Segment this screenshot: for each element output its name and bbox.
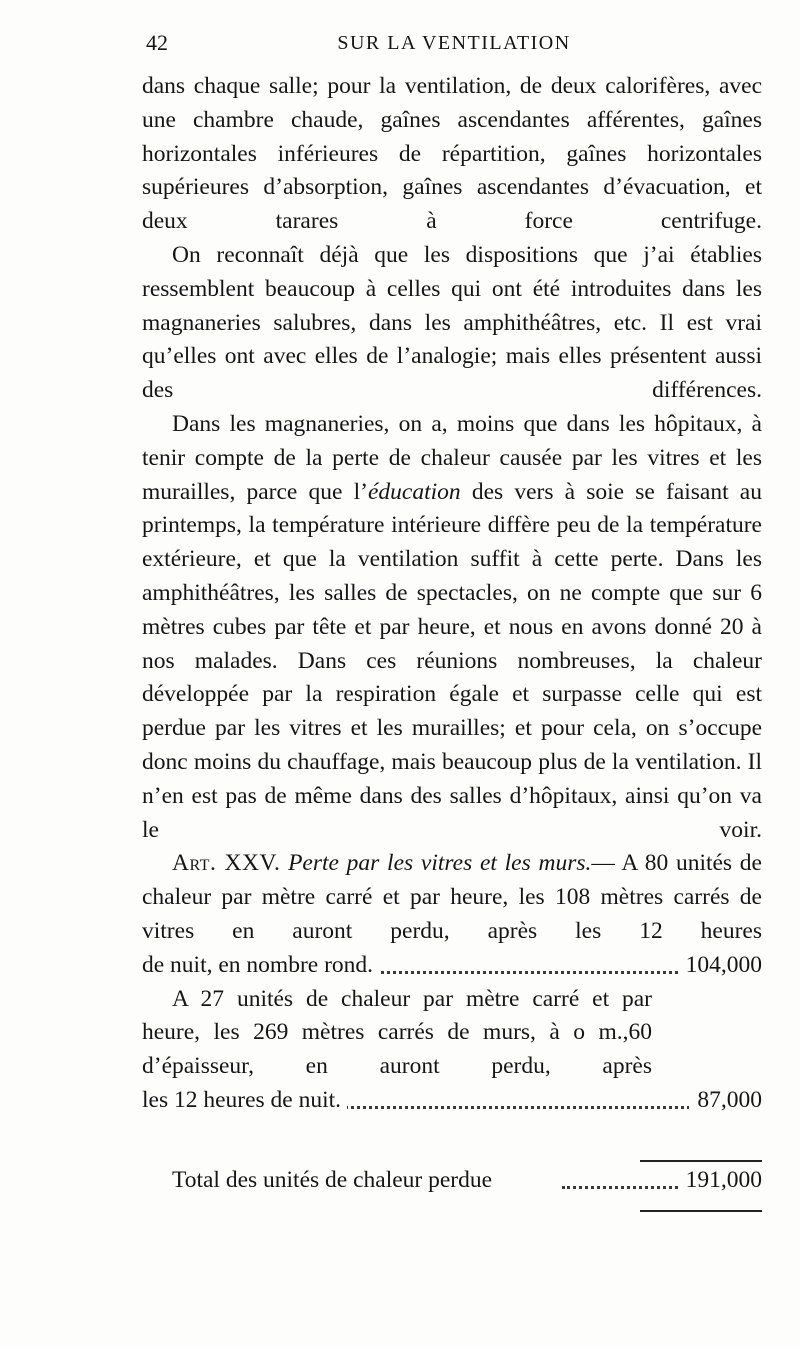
total-line xyxy=(142,1164,762,1198)
total-label: Total des unités de chaleur perdue xyxy=(172,1164,498,1198)
entry-2-value: 87,000 xyxy=(689,1084,762,1118)
paragraph-3-part-b: des vers à soie se faisant au printemps, la température intérieure diffère peu de la température extérieure, et que la ventilation suffit à cette perte. Dans les amphithéâtres, les salles de spectacles, on ne compte que sur 6 mètres cubes par tête et par heure, et nous en avons donné 20 à nos malades. Dans ces réunions nombreuses, la chaleur développée par la respiration égale et surpasse celle qui est perdue par les vitres et les murailles; et pour cela, on s’occupe donc moins du chauffage, mais beaucoup plus de la ventilation. Il n’en est pas de même dans des salles d’hôpitaux, ainsi qu’on va le voir. xyxy=(142,478,762,843)
article-dash: — xyxy=(591,850,622,877)
paragraph-3 xyxy=(142,408,762,847)
entry-2-text: A 27 unités de chaleur par mètre carré et par heure, les 269 mètres carrés de murs, à o m.,60 d’épaisseur, en auront perdu, après xyxy=(142,985,652,1080)
sum-rule xyxy=(640,1160,762,1162)
entry-2-total-line xyxy=(142,1084,762,1118)
paragraph-3-italic: éducation xyxy=(367,478,461,505)
entry-1-last-line: de nuit, en nombre rond. xyxy=(142,949,379,983)
page-number: 42 xyxy=(146,30,168,55)
page-header xyxy=(146,30,762,66)
entry-2 xyxy=(142,983,762,1118)
running-title: SUR LA VENTILATION xyxy=(337,32,571,54)
article-title: Perte par les vitres et les murs. xyxy=(288,850,592,877)
entry-1-total-line xyxy=(142,949,762,983)
entry-1-value: 104,000 xyxy=(678,949,762,983)
total-underline xyxy=(640,1210,762,1212)
paragraph-1: dans chaque salle; pour la ventilation, de deux calorifères, avec une chambre chaude, gaînes ascendantes afférentes, gaînes horizontales inférieures de répartition, gaînes horizontales supérieures d’absorption, gaînes ascendantes d’évacuation, et deux tarares à force centrifuge. xyxy=(142,73,762,235)
article-paragraph xyxy=(142,847,762,948)
entry-2-last-line: les 12 heures de nuit. xyxy=(142,1084,347,1118)
paragraph-2: On reconnaît déjà que les dispositions que j’ai établies ressemblent beaucoup à celles qui ont été introduites dans les magnaneries salubres, dans les amphithéâtres, etc. Il est vrai qu’elles ont avec elles de l’analogie; mais elles présentent aussi des différences. xyxy=(142,241,762,404)
page-body xyxy=(142,70,762,1118)
article-text: A 80 unités de chaleur par mètre carré et par heure, les 108 mètres carrés de vitres en auront perdu, après les 12 heures xyxy=(142,850,762,944)
total-value: 191,000 xyxy=(678,1164,762,1198)
article-label: Art. XXV. xyxy=(172,850,281,877)
total-row xyxy=(142,1164,762,1198)
paragraph-3-part-a: Dans les magnaneries, on a, moins que dans les hôpitaux, à tenir compte de la perte de chaleur causée par les vitres et les murailles, parce que l’ xyxy=(142,410,762,505)
